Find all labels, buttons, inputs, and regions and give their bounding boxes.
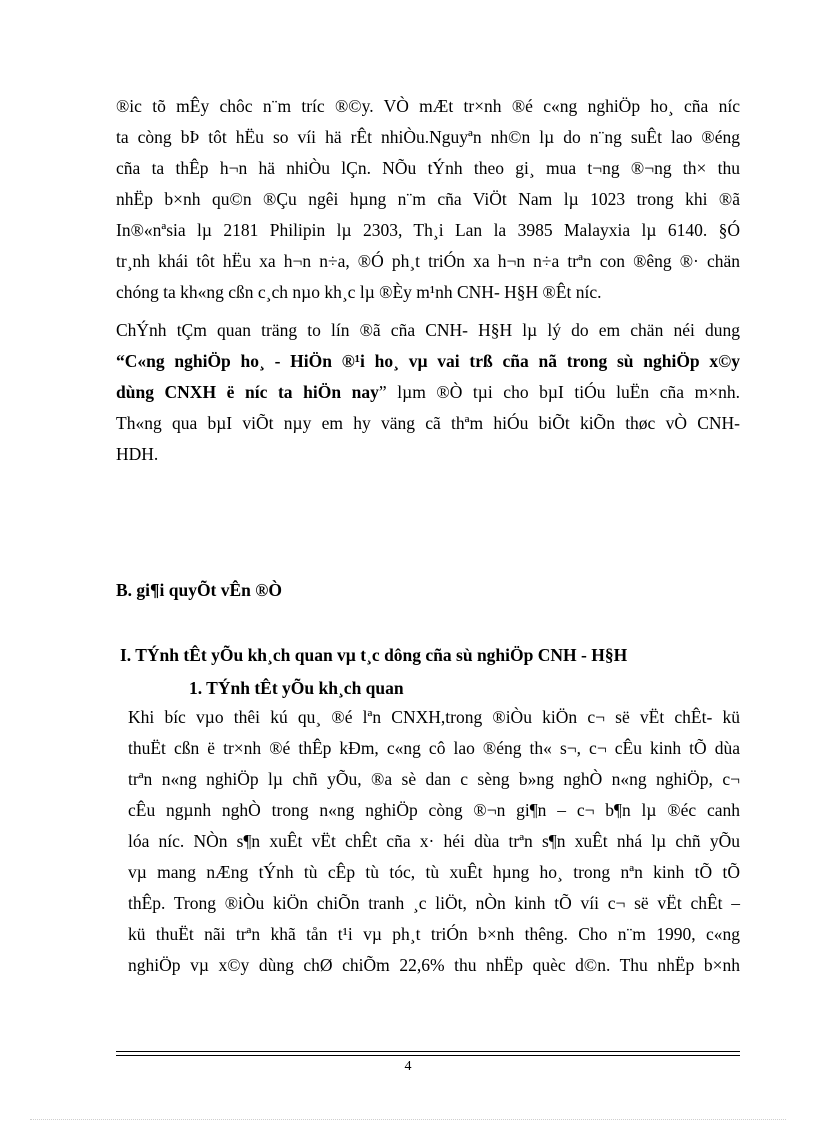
page-number: 4: [404, 1059, 412, 1074]
text-line: tr¸nh khái tôt hËu xa h¬n n÷a, ®Ó ph¸t triÓn xa h¬n n÷a trªn con ®êng ®· chän: [116, 251, 740, 271]
text-line: HDH.: [116, 444, 159, 464]
page-edge-divider: [30, 1119, 786, 1120]
text-line: nhËp b×nh qu©n ®Çu ngêi hµng n¨m cña ViÖt Nam lµ 1023 trong khi ®ã: [116, 189, 740, 209]
text-line: nghiÖp vµ x©y dùng chØ chiÕm 22,6% thu nhËp quèc d©n. Thu nhËp b×nh: [128, 955, 740, 975]
text-line-rest: ” lµm ®Ò tµi cho bµI tiÓu luËn cña m×nh.: [378, 382, 740, 402]
text-line: trªn n«ng nghiÖp lµ chñ yÕu, ®a sè dan c sèng b»ng nghÒ n«ng nghiÖp, c¬: [128, 769, 740, 789]
text-line: cÊu ngµnh nghÒ trong n«ng nghiÖp còng ®¬n gi¶n – c¬ b¶n lµ ®éc canh: [128, 800, 740, 820]
reason-paragraph: [116, 315, 740, 470]
topic-title-line: “C«ng nghiÖp ho¸ - HiÖn ®¹i ho¸ vµ vai trß cña nã trong sù nghiÖp x©y: [116, 351, 740, 371]
text-line: Th«ng qua bµI viÕt nµy em hy väng cã thªm hiÓu biÕt kiÕn thøc vÒ CNH-: [116, 413, 740, 433]
text-line: chóng ta kh«ng cßn c¸ch nµo kh¸c lµ ®Èy m¹nh CNH- H§H ®Êt níc.: [116, 282, 602, 302]
section-b-heading: B. gi¶i quyÕt vÊn ®Ò: [116, 580, 282, 600]
text-line: thuËt cßn ë tr×nh ®é thÊp kÐm, c«ng cô lao ®éng th« s¬, c¬ cÊu kinh tÕ dùa: [128, 738, 740, 758]
text-line: vµ mang nÆng tÝnh tù cÊp tù tóc, tù xuÊt hµng ho¸ trong nªn kinh tÕ tÕ: [128, 862, 740, 882]
text-line: [116, 377, 740, 408]
footer-rule: [116, 1051, 740, 1052]
topic-title-end: dùng CNXH ë níc ta hiÖn nay: [116, 382, 379, 402]
text-line: ta còng bÞ tôt hËu so víi hä rÊt nhiÒu.Nguyªn nh©n lµ do n¨ng suÊt lao ®éng: [116, 127, 740, 147]
text-line: kü thuËt nãi trªn khã tån t¹i vµ ph¸t triÓn b×nh thêng. Cho n¨m 1990, c«ng: [128, 924, 740, 944]
section-i-heading: I. TÝnh tÊt yÕu kh¸ch quan vµ t¸c dông cña sù nghiÖp CNH - H§H: [120, 645, 628, 665]
text-line: ChÝnh tÇm quan träng to lín ®ã cña CNH- H§H lµ lý do em chän néi dung: [116, 320, 740, 340]
text-line: thÊp. Trong ®iÒu kiÖn chiÕn tranh ¸c liÖt, nÒn kinh tÕ víi c¬ së vËt chÊt –: [128, 893, 740, 913]
body-paragraph: [128, 702, 740, 981]
text-line: Khi bíc vµo thêi kú qu¸ ®é lªn CNXH,trong ®iÒu kiÖn c¬ së vËt chÊt- kü: [128, 707, 740, 727]
footer-rule-thin: [116, 1055, 740, 1056]
text-line: lóa níc. NÒn s¶n xuÊt vËt chÊt cña x· héi dùa trªn s¶n xuÊt nhá lµ chñ yÕu: [128, 831, 740, 851]
text-line: cña ta thÊp h¬n hä nhiÒu lÇn. NÕu tÝnh theo gi¸ mua t¬ng ®¬ng th× thu: [116, 158, 740, 178]
intro-paragraph: [116, 91, 740, 308]
text-line: ®ic tõ mÊy chôc n¨m tríc ®©y. VÒ mÆt tr×nh ®é c«ng nghiÖp ho¸ cña níc: [116, 96, 740, 116]
text-line: In®«nªsia lµ 2181 Philipin lµ 2303, Th¸i Lan la 3985 Malayxia lµ 6140. §Ó: [116, 220, 740, 240]
subsection-1-heading: 1. TÝnh tÊt yÕu kh¸ch quan: [189, 678, 404, 698]
